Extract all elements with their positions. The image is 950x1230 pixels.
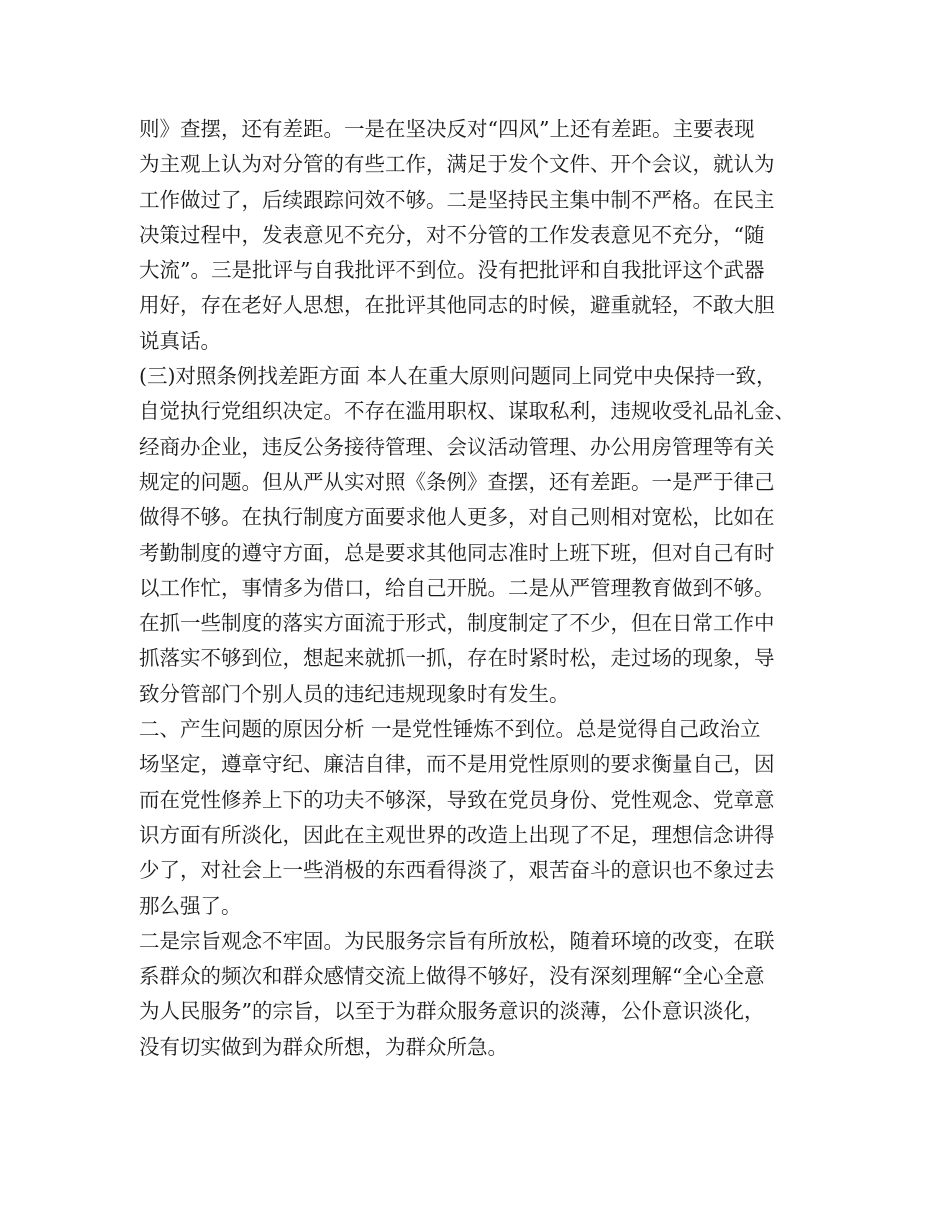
text-line: 而在党性修养上下的功夫不够深，导致在党员身份、党性观念、党章意 bbox=[139, 787, 775, 812]
text-line: 说真话。 bbox=[139, 328, 221, 353]
text-line: 用好，存在老好人思想，在批评其他同志的时候，避重就轻，不敢大胆 bbox=[139, 293, 775, 318]
text-line: 经商办企业，违反公务接待管理、会议活动管理、办公用房管理等有关 bbox=[139, 434, 775, 459]
text-line: 系群众的频次和群众感情交流上做得不够好，没有深刻理解“全心全意 bbox=[139, 964, 765, 989]
text-line: 场坚定，遵章守纪、廉洁自律，而不是用党性原则的要求衡量自己，因 bbox=[139, 752, 775, 777]
text-line: 考勤制度的遵守方面，总是要求其他同志准时上班下班，但对自己有时 bbox=[139, 540, 775, 565]
text-line: 二是宗旨观念不牢固。为民服务宗旨有所放松，随着环境的改变，在联 bbox=[139, 928, 775, 953]
text-line: 为人民服务”的宗旨，以至于为群众服务意识的淡薄，公仆意识淡化， bbox=[139, 999, 765, 1024]
section-heading-line: (三)对照条例找差距方面 本人在重大原则问题同上同党中央保持一致， bbox=[139, 364, 777, 389]
document-body bbox=[139, 112, 839, 1065]
text-line: 致分管部门个别人员的违纪违规现象时有发生。 bbox=[139, 681, 570, 706]
text-line: 那么强了。 bbox=[139, 893, 242, 918]
text-line: 抓落实不够到位，想起来就抓一抓，存在时紧时松，走过场的现象，导 bbox=[139, 646, 775, 671]
text-line: 在抓一些制度的落实方面流于形式，制度制定了不少，但在日常工作中 bbox=[139, 611, 775, 636]
text-line: 做得不够。在执行制度方面要求他人更多，对自己则相对宽松，比如在 bbox=[139, 505, 775, 530]
section-heading-line: 二、产生问题的原因分析 一是党性锤炼不到位。总是觉得自己政治立 bbox=[139, 717, 761, 742]
text-line: 大流”。三是批评与自我批评不到位。没有把批评和自我批评这个武器 bbox=[139, 258, 765, 283]
text-line: 决策过程中，发表意见不充分，对不分管的工作发表意见不充分，“随 bbox=[139, 222, 765, 247]
text-line: 识方面有所淡化，因此在主观世界的改造上出现了不足，理想信念讲得 bbox=[139, 822, 775, 847]
text-line: 规定的问题。但从严从实对照《条例》查摆，还有差距。一是严于律己 bbox=[139, 469, 775, 494]
text-line: 为主观上认为对分管的有些工作，满足于发个文件、开个会议，就认为 bbox=[139, 152, 775, 177]
text-line: 以工作忙，事情多为借口，给自己开脱。二是从严管理教育做到不够。 bbox=[139, 575, 775, 600]
text-line: 工作做过了，后续跟踪问效不够。二是坚持民主集中制不严格。在民主 bbox=[139, 187, 775, 212]
text-line: 少了，对社会上一些消极的东西看得淡了，艰苦奋斗的意识也不象过去 bbox=[139, 858, 775, 883]
text-line: 自觉执行党组织决定。不存在滥用职权、谋取私利，违规收受礼品礼金、 bbox=[139, 399, 795, 424]
text-line: 没有切实做到为群众所想，为群众所急。 bbox=[139, 1034, 508, 1059]
text-line: 则》查摆，还有差距。一是在坚决反对“四风”上还有差距。主要表现 bbox=[139, 117, 755, 141]
